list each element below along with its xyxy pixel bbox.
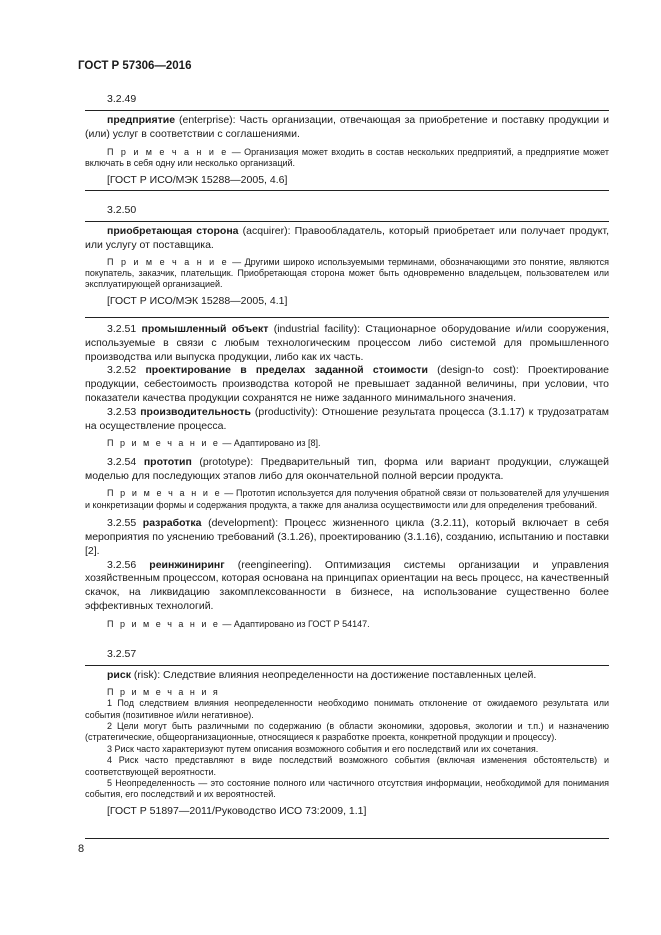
term-definition: риск (risk): Следствие влияния неопределенности на достижение поставленных целей. xyxy=(107,669,537,681)
term-name: приобретающая сторона xyxy=(107,225,239,237)
term-name: риск xyxy=(107,669,131,681)
page-number: 8 xyxy=(78,843,85,855)
document-header: ГОСТ Р 57306—2016 xyxy=(78,60,192,72)
entry-number-3-2-50: 3.2.50 xyxy=(107,204,137,216)
term-source-ref: [ГОСТ Р ИСО/МЭК 15288—2005, 4.1] xyxy=(107,294,288,307)
note-item-2: 2 Цели могут быть различными по содержанию (в области экономики, здоровья, экологии и т.п.) и назначению (стратегические, общеорганизационные, относящиеся к разработке проекта, конкретной продукции и процессу). xyxy=(85,721,609,743)
term-entry-3-2-55: 3.2.55 разработка (development): Процесс жизненного цикла (3.2.11), который включает в себя мероприятия по уяснению требований (3.1.26), проектированию (3.1.16), созданию, испытанию и поставки [2]. xyxy=(85,517,609,557)
term-definition: предприятие (enterprise): Часть организации, отвечающая за приобретение и поставку продукции и (или) услуг в соответствии с соглашениями. xyxy=(85,114,609,140)
notes-heading: П р и м е ч а н и я xyxy=(107,686,220,697)
term-box-3-2-50 xyxy=(85,221,609,318)
term-note: П р и м е ч а н и е — Другими широко используемыми терминами, обозначающими это понятие, являются покупатель, заказчик, плательщик. Приобретающая сторона может быть одновременно владельцем, пользователем или эксплуатирующей организацией. xyxy=(85,256,609,290)
note-item-1: 1 Под следствием влияния неопределенности необходимо понимать отклонение от ожидаемого результата или события (позитивное и/или негативное). xyxy=(85,698,609,720)
note-item-4: 4 Риск часто представляют в виде последствий возможного события (включая изменения обстоятельств) и соответствующей вероятности. xyxy=(85,755,609,777)
term-definition: приобретающая сторона (acquirer): Правообладатель, который приобретает или получает продукт, или услугу от поставщика. xyxy=(85,225,609,251)
term-entry-3-2-56: 3.2.56 реинжиниринг (reengineering). Оптимизация системы организации и управления хозяйственным процессом, которая основана на принципах ориентации на весь процесс, на качественный скачок, на ликвидацию закомплексованности в бизнесе, на использование существенно более эффективных технологий. xyxy=(85,558,609,612)
term-entry-3-2-51: 3.2.51 промышленный объект (industrial facility): Стационарное оборудование и/или сооружения, используемые в связи с любым технологическим процессом либо системой для промышленного производства или выпуска продукции, либо как их часть. xyxy=(85,323,609,363)
note-item-3: 3 Риск часто характеризуют путем описания возможного события и его последствий или их сочетания. xyxy=(107,743,539,754)
term-box-3-2-57 xyxy=(85,665,609,839)
entry-number-3-2-57: 3.2.57 xyxy=(107,648,137,660)
term-entry-3-2-52: 3.2.52 проектирование в пределах заданной стоимости (design-to cost): Проектирование продукции, себестоимость производства которой не превышает заданной величины, при условии, что показатели качества продукции сохранятся не ниже заданного минимального значения. xyxy=(85,364,609,404)
term-entry-3-2-53: 3.2.53 производительность (productivity): Отношение результата процесса (3.1.17) к трудозатратам на осуществление процесса. xyxy=(85,405,609,432)
term-note: П р и м е ч а н и е — Организация может входить в состав нескольких предприятий, а предприятие может включать в себя одну или несколько организаций. xyxy=(85,146,609,168)
term-source-ref: [ГОСТ Р ИСО/МЭК 15288—2005, 4.6] xyxy=(107,174,288,187)
term-name: предприятие xyxy=(107,114,176,126)
entry-number-3-2-49: 3.2.49 xyxy=(107,93,137,105)
terms-body xyxy=(85,323,609,630)
term-entry-3-2-54: 3.2.54 прототип (prototype): Предварительный тип, форма или вариант продукции, служащей моделью для последующих этапов либо для окончательной полной версии продукта. xyxy=(85,455,609,482)
term-note-3-2-56: П р и м е ч а н и е — Адаптировано из ГОСТ Р 54147. xyxy=(107,618,370,629)
term-note-3-2-54: П р и м е ч а н и е — Прототип используется для получения обратной связи от пользователей для улучшения и конкретизации формы и содержания продукта, а также для анализа осуществимости или для определения требований. xyxy=(85,488,609,510)
note-item-5: 5 Неопределенность — это состояние полного или частичного отсутствия информации, необходимой для понимания события, его последствий и их вероятностей. xyxy=(85,778,609,800)
term-box-3-2-49 xyxy=(85,110,609,191)
term-note-3-2-53: П р и м е ч а н и е — Адаптировано из [8]. xyxy=(107,438,321,449)
term-source-ref: [ГОСТ Р 51897—2011/Руководство ИСО 73:2009, 1.1] xyxy=(107,804,367,817)
